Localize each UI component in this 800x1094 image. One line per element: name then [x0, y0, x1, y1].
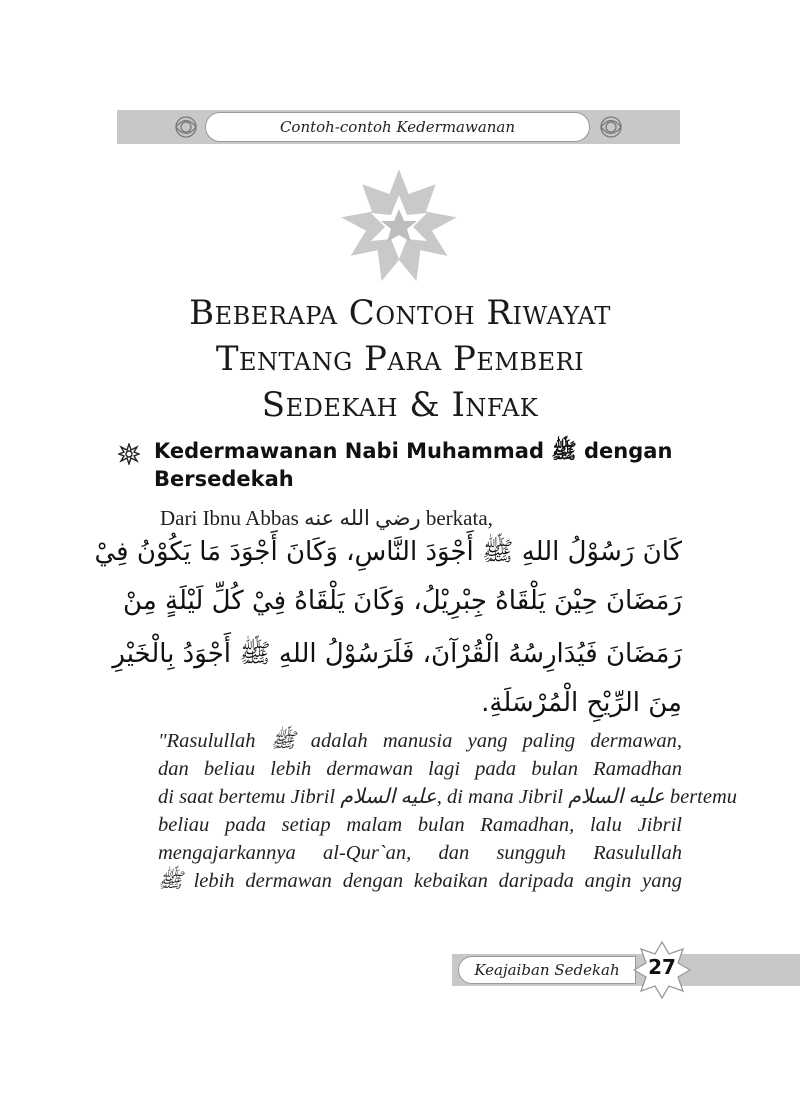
flower-bullet-icon: [118, 443, 140, 465]
section-heading-line: Bersedekah: [154, 467, 294, 491]
translation-line: mengajarkannya al-Qur`an, dan sungguh Rasulullah: [158, 842, 682, 864]
chapter-title-line: Sedekah & Infak: [261, 385, 539, 425]
translation-line: di saat bertemu Jibril عليه السلام, di mana Jibril عليه السلام bertemu: [158, 786, 738, 808]
arabic-line: مِنَ الرِّيْحِ الْمُرْسَلَةِ.: [481, 688, 682, 718]
section-heading-line: Kedermawanan Nabi Muhammad ﷺ dengan: [154, 439, 673, 463]
arabic-line: رَمَضَانَ حِيْنَ يَلْقَاهُ جِبْرِيْلُ، وَكَانَ يَلْقَاهُ فِيْ كُلِّ لَيْلَةٍ مِنْ: [123, 586, 682, 616]
floral-ornament-icon: [595, 112, 627, 142]
translation-paragraph: [158, 727, 738, 895]
chapter-title: [100, 290, 700, 428]
translation-line: dan beliau lebih dermawan lagi pada bulan Ramadhan: [158, 758, 682, 780]
arabic-line: رَمَضَانَ فَيُدَارِسُهُ الْقُرْآنَ، فَلَرَسُوْلُ اللهِ ﷺ أَجْوَدُ بِالْخَيْرِ: [112, 639, 682, 669]
islamic-star-ornament-icon: [337, 165, 461, 289]
intro-text: Dari Ibnu Abbas رضي الله عنه berkata,: [160, 506, 493, 530]
chapter-title-line: Tentang Para Pemberi: [215, 339, 585, 379]
running-title: Contoh-contoh Kedermawanan: [205, 112, 590, 142]
translation-line: "Rasulullah ﷺ adalah manusia yang paling dermawan,: [158, 730, 682, 752]
book-title: Keajaiban Sedekah: [458, 956, 636, 984]
chapter-title-line: Beberapa Contoh Riwayat: [189, 293, 611, 333]
page-number: 27: [648, 955, 676, 979]
translation-line: ﷺ lebih dermawan dengan kebaikan daripada angin yang: [158, 870, 682, 892]
floral-ornament-icon: [170, 112, 202, 142]
translation-line: beliau pada setiap malam bulan Ramadhan, lalu Jibril: [158, 814, 682, 836]
arabic-line: كَانَ رَسُوْلُ اللهِ ﷺ أَجْوَدَ النَّاسِ، وَكَانَ أَجْوَدَ مَا يَكُوْنُ فِيْ: [94, 537, 682, 567]
section-heading: [118, 437, 678, 493]
